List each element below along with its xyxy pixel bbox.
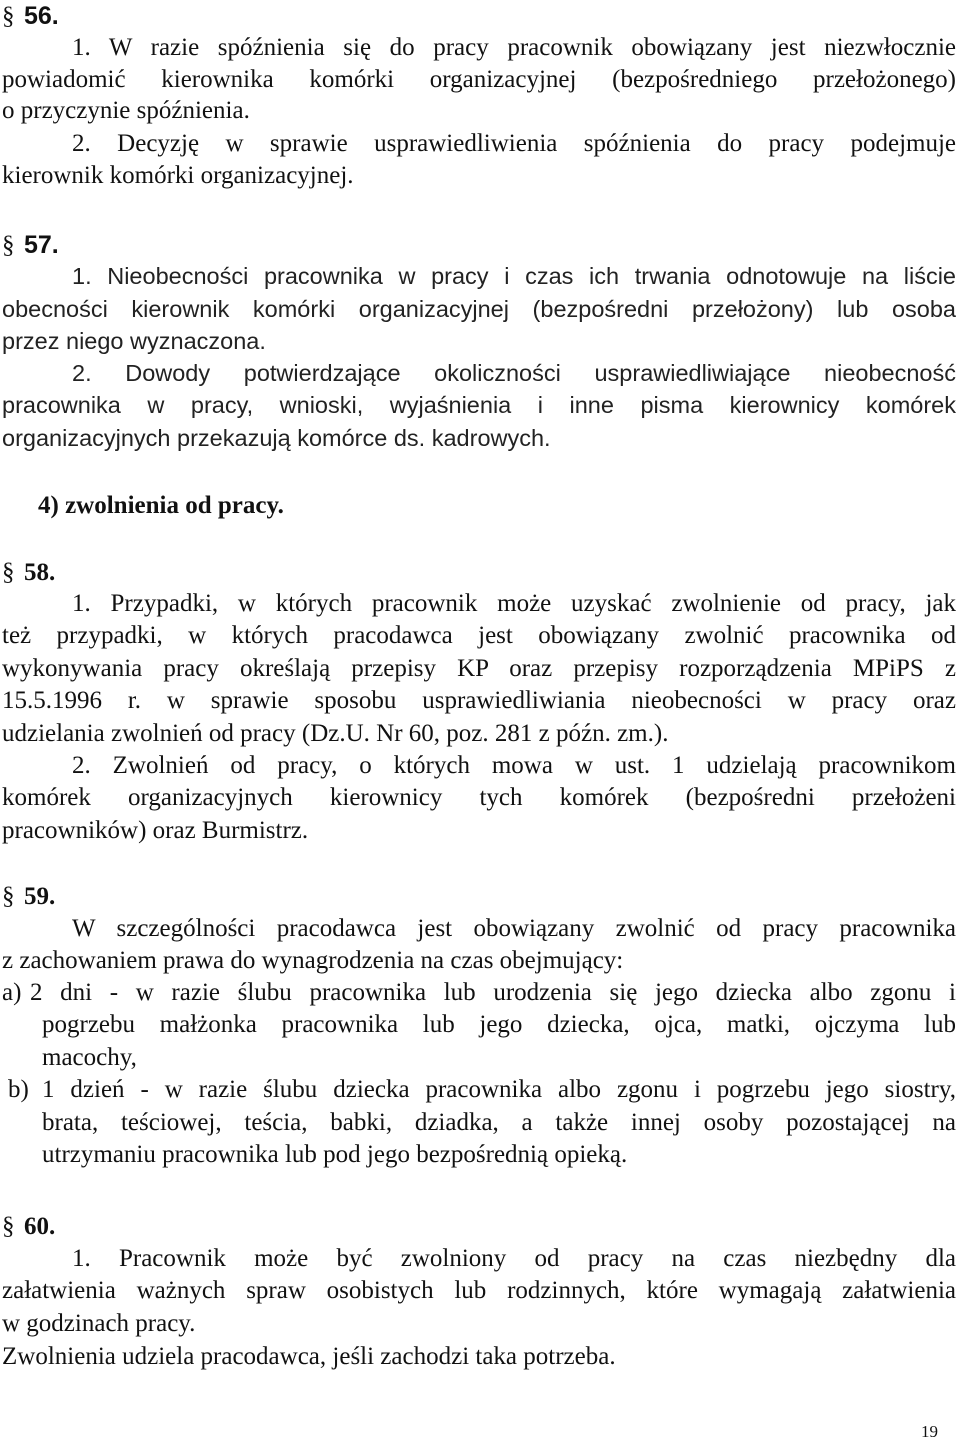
paragraph-line: z zachowaniem prawa do wynagrodzenia na czas obejmujący:	[2, 947, 624, 974]
subsection-heading: 4) zwolnienia od pracy.	[38, 492, 284, 519]
paragraph-line: przez niego wyznaczona.	[2, 328, 266, 354]
section-number: 59.	[24, 883, 56, 910]
paragraph-line: też przypadki, w których pracodawca jest obowiązany zwolnić pracownika od	[2, 622, 956, 649]
paragraph-line: powiadomić kierownika komórki organizacyjnej (bezpośredniego przełożonego)	[2, 66, 956, 93]
section-sign: §	[2, 232, 15, 259]
section-sign: §	[2, 1213, 15, 1240]
paragraph-line: 1. Przypadki, w których pracownik może uzyskać zwolnienie od pracy, jak	[72, 590, 956, 617]
section-60-heading	[2, 1210, 55, 1243]
paragraph-line: komórek organizacyjnych kierownicy tych komórek (bezpośredni przełożeni	[2, 784, 956, 811]
paragraph-line: Zwolnienia udziela pracodawca, jeśli zachodzi taka potrzeba.	[2, 1343, 616, 1370]
list-marker-b: b)	[8, 1076, 29, 1103]
section-number: 60.	[24, 1213, 56, 1240]
list-item-line: 1 dzień - w razie ślubu dziecka pracownika albo zgonu i pogrzebu jego siostry,	[42, 1076, 956, 1103]
list-item-line: pogrzebu małżonka pracownika lub jego dziecka, ojca, matki, ojczyma lub	[42, 1011, 956, 1038]
page-number: 19	[921, 1422, 938, 1441]
paragraph-line: obecności kierownik komórki organizacyjnej (bezpośredni przełożony) lub osoba	[2, 296, 956, 322]
section-58-heading	[2, 556, 55, 589]
list-marker-a: a)	[2, 979, 22, 1006]
section-number: 58.	[24, 559, 56, 586]
paragraph-line: załatwienia ważnych spraw osobistych lub rodzinnych, które wymagają załatwienia	[2, 1277, 956, 1304]
section-sign: §	[2, 559, 15, 586]
list-item-line: brata, teściowej, teścia, babki, dziadka, a także innej osoby pozostającej na	[42, 1109, 956, 1136]
list-item-line: macochy,	[42, 1044, 137, 1071]
paragraph-line: pracownika w pracy, wnioski, wyjaśnienia i inne pisma kierownicy komórek	[2, 392, 956, 418]
paragraph-line: 2. Zwolnień od pracy, o których mowa w ust. 1 udzielają pracownikom	[72, 752, 956, 779]
section-number: 57.	[24, 231, 59, 259]
section-56-heading	[2, 0, 59, 33]
paragraph-line: 2. Decyzję w sprawie usprawiedliwienia spóźnienia do pracy podejmuje	[72, 130, 956, 157]
paragraph-line: 1. Pracownik może być zwolniony od pracy na czas niezbędny dla	[72, 1245, 956, 1272]
paragraph-line: W szczególności pracodawca jest obowiązany zwolnić od pracy pracownika	[72, 915, 956, 942]
paragraph-line: pracowników) oraz Burmistrz.	[2, 817, 309, 844]
paragraph-line: 1. W razie spóźnienia się do pracy pracownik obowiązany jest niezwłocznie	[72, 34, 956, 61]
paragraph-line: w godzinach pracy.	[2, 1310, 196, 1337]
paragraph-line: kierownik komórki organizacyjnej.	[2, 162, 354, 189]
list-item-line: 2 dni - w razie ślubu pracownika lub urodzenia się jego dziecka albo zgonu i	[30, 979, 956, 1006]
section-57-heading	[2, 229, 59, 262]
section-number: 56.	[24, 2, 59, 30]
paragraph-line: o przyczynie spóźnienia.	[2, 97, 250, 124]
list-item-line: utrzymaniu pracownika lub pod jego bezpośrednią opieką.	[42, 1141, 628, 1168]
section-sign: §	[2, 883, 15, 910]
paragraph-line: organizacyjnych przekazują komórce ds. kadrowych.	[2, 425, 551, 451]
paragraph-line: 1. Nieobecności pracownika w pracy i czas ich trwania odnotowuje na liście	[72, 263, 956, 289]
section-sign: §	[2, 3, 15, 30]
paragraph-line: 15.5.1996 r. w sprawie sposobu usprawiedliwiania nieobecności w pracy oraz	[2, 687, 956, 714]
section-59-heading	[2, 880, 55, 913]
paragraph-line: udzielania zwolnień od pracy (Dz.U. Nr 60, poz. 281 z późn. zm.).	[2, 720, 669, 747]
paragraph-line: wykonywania pracy określają przepisy KP oraz przepisy rozporządzenia MPiPS z	[2, 655, 956, 682]
paragraph-line: 2. Dowody potwierdzające okoliczności usprawiedliwiające nieobecność	[72, 360, 956, 386]
